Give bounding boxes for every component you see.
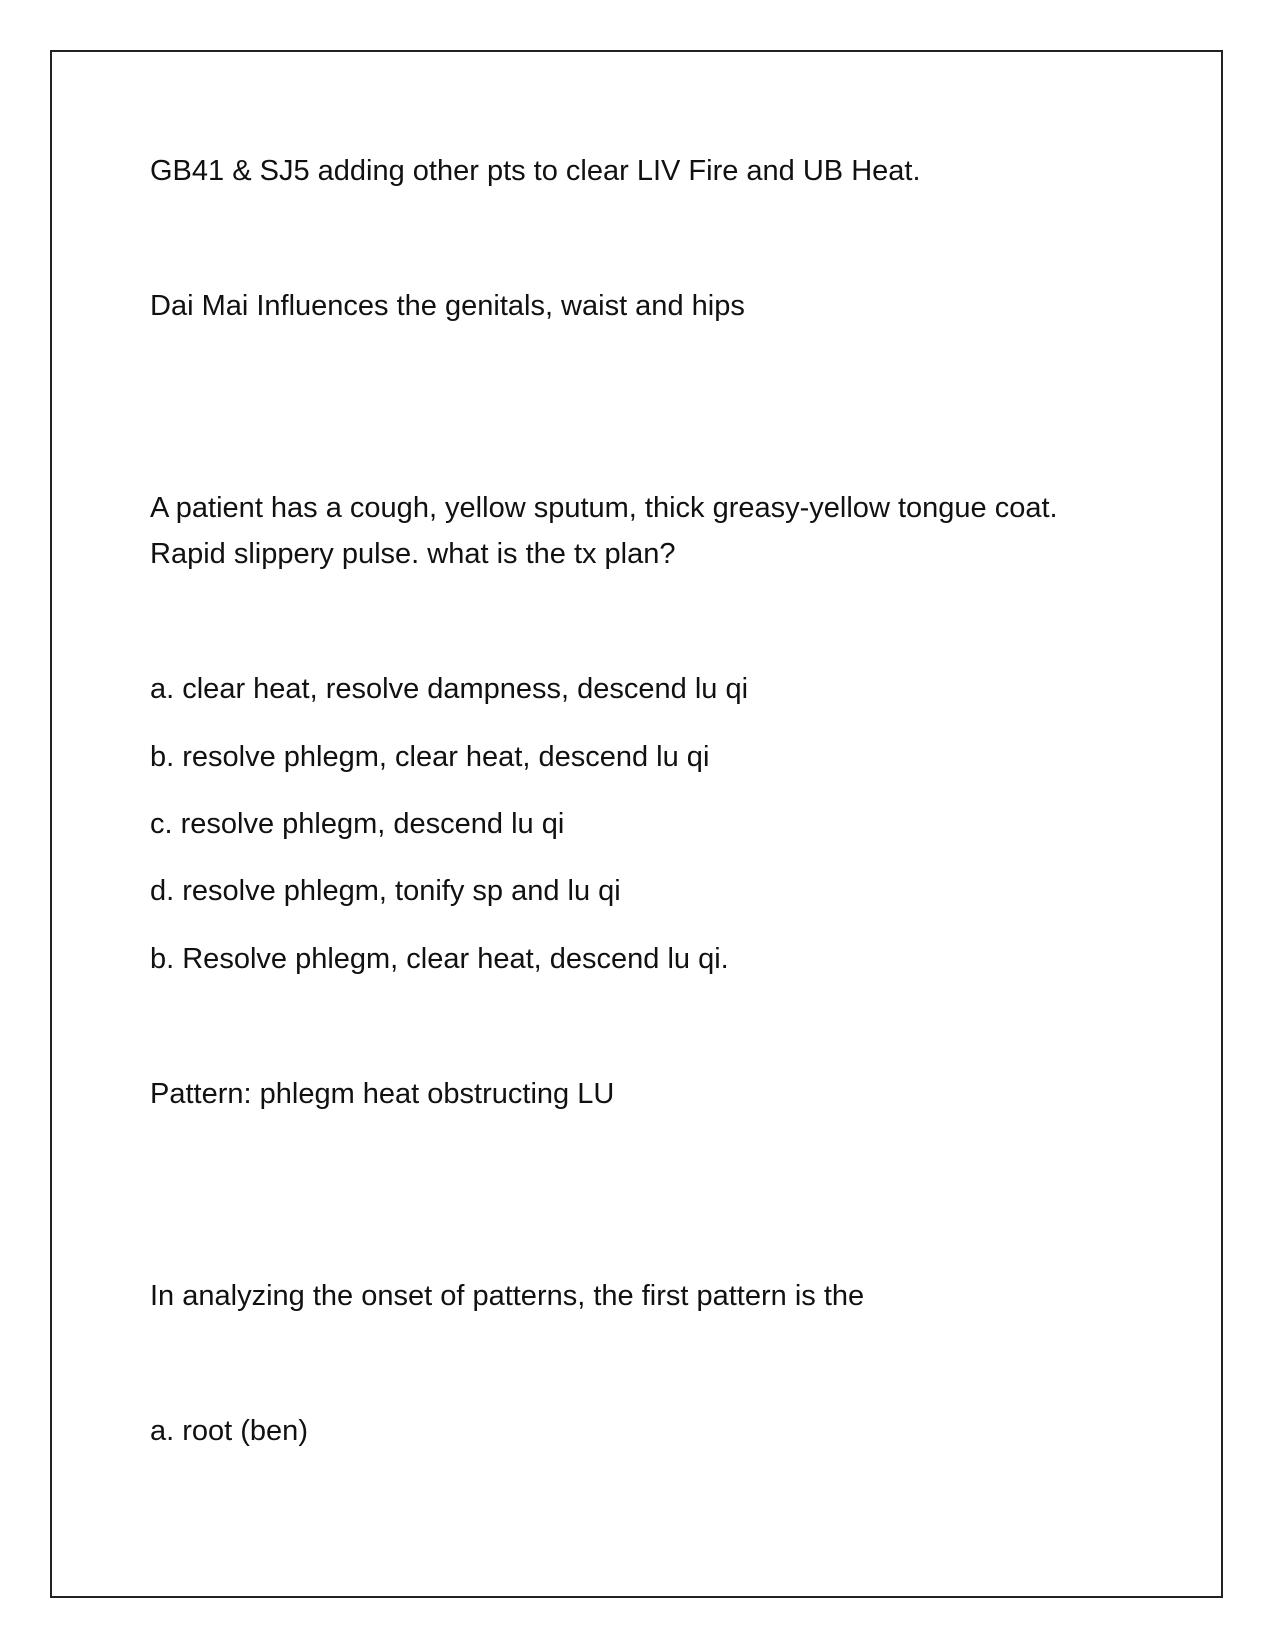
note-line-gb41-sj5: GB41 & SJ5 adding other pts to clear LIV Fire and UB Heat. (150, 155, 921, 187)
question-stem-onset: In analyzing the onset of patterns, the first pattern is the (150, 1280, 865, 1312)
correct-answer: b. Resolve phlegm, clear heat, descend lu qi. (150, 943, 729, 975)
question-stem-line-2: Rapid slippery pulse. what is the tx plan? (150, 538, 676, 570)
answer-option-root: a. root (ben) (150, 1415, 308, 1447)
answer-option-b: b. resolve phlegm, clear heat, descend lu qi (150, 741, 710, 773)
note-line-dai-mai: Dai Mai Influences the genitals, waist and hips (150, 290, 745, 322)
answer-option-c: c. resolve phlegm, descend lu qi (150, 808, 565, 840)
answer-option-a: a. clear heat, resolve dampness, descend lu qi (150, 673, 749, 705)
question-stem-line-1: A patient has a cough, yellow sputum, thick greasy-yellow tongue coat. (150, 492, 1058, 524)
answer-option-d: d. resolve phlegm, tonify sp and lu qi (150, 875, 621, 907)
pattern-note: Pattern: phlegm heat obstructing LU (150, 1078, 615, 1110)
